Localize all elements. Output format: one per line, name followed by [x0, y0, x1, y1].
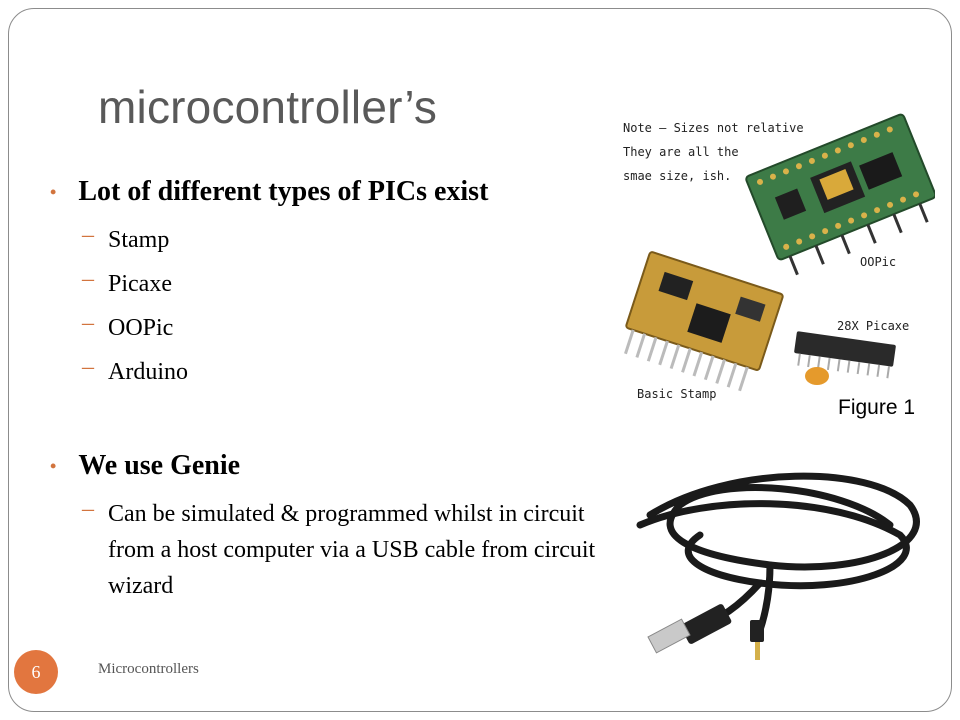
dash-icon: – [82, 496, 94, 522]
subitem-text: Picaxe [108, 271, 172, 297]
subitem-stamp [82, 222, 608, 258]
audio-jack-icon [750, 620, 764, 660]
note-line-1: Note – Sizes not relative [623, 121, 804, 135]
dash-icon: – [82, 266, 94, 292]
picaxe-label: 28X Picaxe [837, 319, 910, 333]
bullet-dot-icon: • [50, 455, 57, 476]
figure-caption: Figure 1 [838, 396, 916, 419]
bullet-pic-types [50, 176, 488, 208]
dash-icon: – [82, 222, 94, 248]
footer-text: Microcontrollers [98, 661, 199, 677]
subitem-text: Can be simulated & programmed whilst in circuit from a host computer via a USB cable from circuit wizard [108, 501, 596, 599]
note-line-3: smae size, ish. [623, 169, 732, 183]
subitem-text: OOPic [108, 315, 174, 341]
subitem-oopic [82, 310, 608, 346]
bullet-text: We use Genie [78, 450, 241, 481]
microcontroller-boards-figure [605, 108, 935, 428]
oopic-board-image [745, 113, 935, 279]
oopic-label: OOPic [860, 255, 897, 269]
usb-plug-icon [648, 603, 732, 653]
slide-title: microcontroller’s [98, 81, 438, 133]
dash-icon: – [82, 354, 94, 380]
subitem-arduino [82, 354, 608, 390]
subitem-genie-desc [82, 496, 608, 604]
slide-number-badge: 6 [14, 650, 58, 694]
usb-cable-image [610, 455, 940, 665]
bullet-genie [50, 450, 240, 482]
subitem-picaxe [82, 266, 608, 302]
bullet-text: Lot of different types of PICs exist [78, 176, 489, 207]
basic-stamp-label: Basic Stamp [637, 387, 717, 401]
subitem-text: Stamp [108, 227, 170, 253]
subitem-text: Arduino [108, 359, 188, 385]
dash-icon: – [82, 310, 94, 336]
picaxe-chip-image [794, 331, 896, 385]
note-line-2: They are all the [623, 145, 739, 159]
bullet-dot-icon: • [50, 181, 57, 202]
basic-stamp-board-image [618, 251, 784, 394]
